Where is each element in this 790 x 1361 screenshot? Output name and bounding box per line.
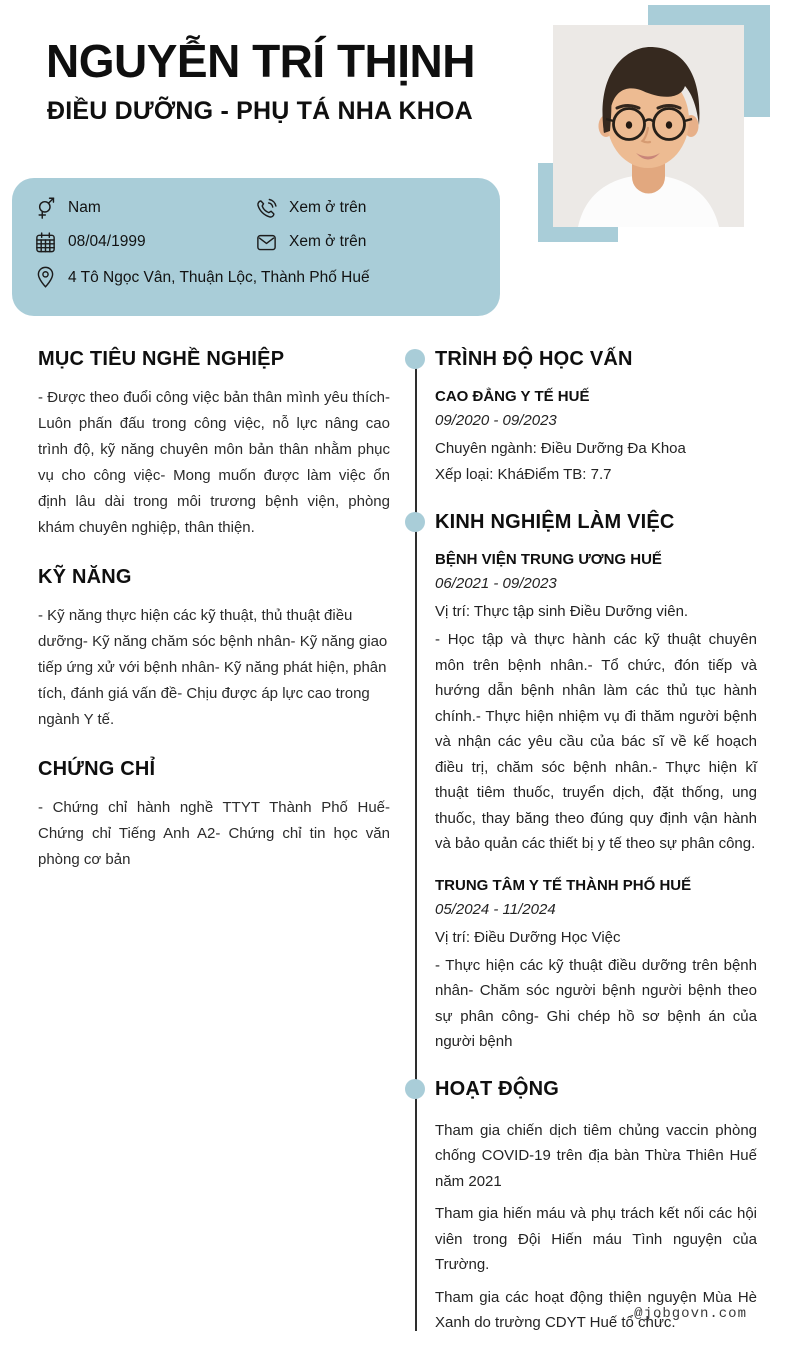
contact-gender — [34, 195, 101, 221]
profile-photo — [553, 25, 744, 227]
section-dot — [405, 512, 425, 532]
objective-text: - Được theo đuổi công việc bản thân mình yêu thích- Luôn phấn đấu trong công việc, nỗ lực nâng cao trình độ, kỹ năng chuyên môn bản thân nhằm phục vụ cho công việc- Mong muốn được làm việc ổn định lâu dài trong môi trương bệnh viện, phòng khám chuyên nghiệp, thân thiện. — [38, 389, 390, 536]
experience-position: Vị trí: Điều Dưỡng Học Việc — [435, 928, 621, 946]
education-grade: Xếp loại: KháĐiểm TB: 7.7 — [435, 466, 612, 483]
activity-item: Tham gia hiến máu và phụ trách kết nối các hội viên trong Đội Hiến máu Tình nguyện của Trường. — [435, 1205, 757, 1273]
contact-gender-value: Nam — [68, 199, 101, 216]
contact-address — [34, 263, 370, 293]
activity-item: Tham gia các hoạt động thiện nguyện Mùa Hè Xanh do trường CDYT Huế tổ chức. — [435, 1288, 757, 1331]
section-title-activities — [435, 1077, 757, 1101]
section-dot — [405, 349, 425, 369]
phone-icon — [255, 197, 278, 220]
gender-icon — [34, 196, 57, 220]
section-activities — [435, 1077, 757, 1336]
certificates-text: - Chứng chỉ hành nghề TTYT Thành Phố Huế- Chứng chỉ Tiếng Anh A2- Chứng chỉ tin học văn phòng cơ bản — [38, 799, 390, 868]
contact-email-value: Xem ở trên — [289, 233, 367, 250]
education-school: CAO ĐẲNG Y TẾ HUẾ — [435, 388, 590, 405]
profile-photo-illustration — [553, 25, 744, 227]
section-title-education-label: TRÌNH ĐỘ HỌC VẤN — [435, 348, 633, 370]
contact-email — [255, 229, 366, 255]
section-title-skills: KỸ NĂNG — [38, 566, 132, 588]
contact-info-box — [12, 178, 500, 316]
section-dot — [405, 1079, 425, 1099]
candidate-name: NGUYỄN TRÍ THỊNH — [46, 35, 475, 87]
section-skills — [38, 565, 390, 733]
skills-text: - Kỹ năng thực hiện các kỹ thuật, thủ thuật điều dưỡng- Kỹ năng chăm sóc bệnh nhân- Kỹ năng giao tiếp ứng xử với bệnh nhân- Kỹ năng phát hiện, phân tích, đánh giá vấn đề- Chịu được áp lực cao trong ngành Y tế. — [38, 607, 388, 728]
education-major: Chuyên ngành: Điều Dưỡng Đa Khoa — [435, 440, 686, 457]
experience-period: 05/2024 - 11/2024 — [435, 900, 556, 918]
calendar-icon — [34, 231, 57, 254]
section-objective — [38, 347, 390, 541]
contact-dob — [34, 229, 146, 255]
watermark-text: @jobgovn.com — [634, 1306, 747, 1322]
timeline-rail — [415, 362, 417, 1331]
section-certificates — [38, 757, 390, 873]
candidate-job-title: ĐIỀU DƯỠNG - PHỤ TÁ NHA KHOA — [47, 97, 473, 125]
envelope-icon — [255, 231, 278, 254]
experience-entry — [435, 877, 757, 1055]
experience-position: Vị trí: Thực tập sinh Điều Dưỡng viên. — [435, 603, 689, 620]
education-period: 09/2020 - 09/2023 — [435, 412, 557, 429]
section-title-activities-label: HOẠT ĐỘNG — [435, 1077, 560, 1100]
experience-entry — [435, 551, 757, 857]
section-title-certificates: CHỨNG CHỈ — [38, 758, 156, 780]
experience-details: - Học tập và thực hành các kỹ thuật chuyên môn trên bệnh nhân.- Tổ chức, đón tiếp và hướng dẫn bệnh nhân làm các thủ tục hành chính.- Thực hiện nhiệm vụ đi thăm người bệnh và nhận các yêu cầu của bác sĩ về kế hoạch điều trị, chăm sóc bệnh nhân.- Thực hiện kĩ thuật tiêm thuốc, truyển dịch, đặt thống, ung thuốc, thay băng theo đúng quy định vận hành và bảo quản các thiết bị y tế theo sự phân công. — [435, 631, 757, 852]
section-title-objective: MỤC TIÊU NGHỀ NGHIỆP — [38, 348, 285, 370]
contact-phone — [255, 195, 366, 221]
experience-org: BỆNH VIỆN TRUNG ƯƠNG HUẾ — [435, 551, 662, 568]
section-title-experience — [435, 510, 757, 534]
contact-phone-value: Xem ở trên — [289, 199, 367, 216]
section-experience — [435, 510, 757, 1055]
contact-address-value: 4 Tô Ngọc Vân, Thuận Lộc, Thành Phố Huế — [68, 269, 370, 286]
right-column — [435, 347, 757, 1358]
left-column — [38, 347, 390, 897]
experience-details: - Thực hiện các kỹ thuật điều dưỡng trên bệnh nhân- Chăm sóc người bệnh người bệnh theo sự phân công- Ghi chép hồ sơ bệnh án của người bệnh — [435, 956, 757, 1050]
contact-dob-value: 08/04/1999 — [68, 233, 146, 250]
section-title-education — [435, 347, 757, 371]
activity-item: Tham gia chiến dịch tiêm chủng vaccin phòng chống COVID-19 trên địa bàn Thừa Thiên Huế năm 2021 — [435, 1121, 757, 1190]
section-title-experience-label: KINH NGHIỆM LÀM VIỆC — [435, 511, 675, 533]
experience-period: 06/2021 - 09/2023 — [435, 575, 557, 592]
location-pin-icon — [34, 265, 57, 291]
experience-org: TRUNG TÂM Y TẾ THÀNH PHỐ HUẾ — [435, 876, 692, 894]
section-education — [435, 347, 757, 488]
education-entry — [435, 388, 757, 488]
